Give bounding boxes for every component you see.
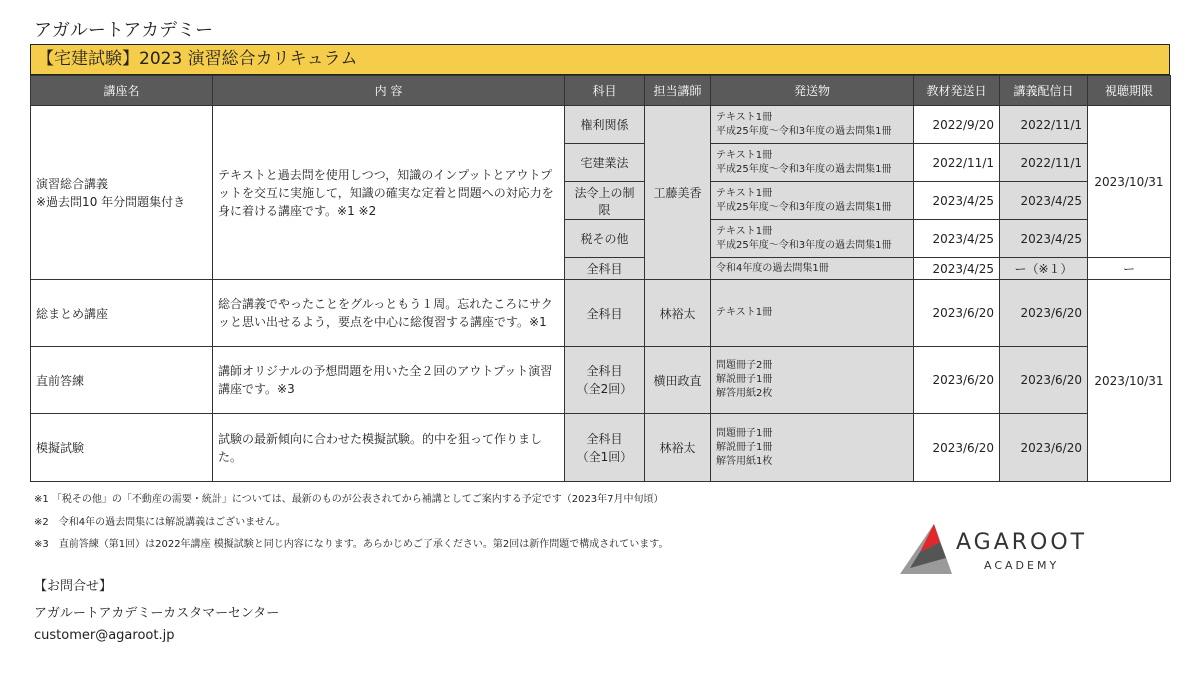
- teacher-cell: 横田政直: [645, 347, 711, 414]
- contact-heading: 【お問合せ】: [34, 579, 113, 594]
- course-content: テキストと過去問を使用しつつ，知識のインプットとアウトプットを交互に実施して，知識の確実な定着と問題への対応力を身に着ける講座です。※1 ※2: [213, 106, 565, 280]
- table-row: [31, 347, 1171, 414]
- subject-cell: 宅建業法: [565, 144, 645, 182]
- lecture-date-cell: 2022/11/1: [1000, 144, 1088, 182]
- header-teacher: 担当講師: [645, 76, 711, 106]
- ship-date-cell: 2023/6/20: [914, 280, 1000, 347]
- lecture-date-cell: 2023/4/25: [1000, 220, 1088, 258]
- footnote-1: ※1 「税その他」の「不動産の需要・統計」については、最新のものが公表されてから補講としてご案内する予定です（2023年7月中旬頃）: [34, 494, 664, 505]
- course-content: 試験の最新傾向に合わせた模擬試験。的中を狙って作りました。: [213, 414, 565, 482]
- course-content: 講師オリジナルの予想問題を用いた全２回のアウトプット演習講座です。※3: [213, 347, 565, 414]
- shipment-cell: 問題冊子2冊 解説冊子1冊 解答用紙2枚: [711, 347, 914, 414]
- course-content: 総合講義でやったことをグルっともう１周。忘れたころにサクッと思い出せるよう，要点を中心に総復習する講座です。※1: [213, 280, 565, 347]
- subject-cell: 全科目 （全1回）: [565, 414, 645, 482]
- header-course: 講座名: [31, 76, 213, 106]
- subject-cell: 権利関係: [565, 106, 645, 144]
- lecture-date-cell: ー（※１）: [1000, 258, 1088, 280]
- course-name: 模擬試験: [31, 414, 213, 482]
- deadline-cell: ー: [1088, 258, 1171, 280]
- header-subject: 科目: [565, 76, 645, 106]
- teacher-cell: 工藤美香: [645, 106, 711, 280]
- shipment-cell: テキスト1冊: [711, 280, 914, 347]
- lecture-date-cell: 2023/6/20: [1000, 414, 1088, 482]
- lecture-date-cell: 2023/6/20: [1000, 347, 1088, 414]
- logo-mark-icon: [898, 522, 954, 578]
- table-row: [31, 106, 1171, 144]
- subject-cell: 税その他: [565, 220, 645, 258]
- teacher-cell: 林裕太: [645, 280, 711, 347]
- footnote-3: ※3 直前答練（第1回）は2022年講座 模擬試験と同じ内容になります。あらかじめご了承ください。第2回は新作問題で構成されています。: [34, 539, 669, 550]
- subject-cell: 全科目: [565, 258, 645, 280]
- ship-date-cell: 2023/4/25: [914, 258, 1000, 280]
- ship-date-cell: 2022/11/1: [914, 144, 1000, 182]
- shipment-cell: 令和4年度の過去問集1冊: [711, 258, 914, 280]
- ship-date-cell: 2022/9/20: [914, 106, 1000, 144]
- subject-cell: 全科目: [565, 280, 645, 347]
- header-ship-date: 教材発送日: [914, 76, 1000, 106]
- subject-cell: 全科目 （全2回）: [565, 347, 645, 414]
- ship-date-cell: 2023/4/25: [914, 182, 1000, 220]
- shipment-cell: テキスト1冊 平成25年度～令和3年度の過去問集1冊: [711, 144, 914, 182]
- agaroot-logo: [898, 522, 1088, 580]
- ship-date-cell: 2023/4/25: [914, 220, 1000, 258]
- contact-email[interactable]: customer@agaroot.jp: [34, 628, 175, 643]
- contact-name: アガルートアカデミーカスタマーセンター: [34, 606, 280, 621]
- ship-date-cell: 2023/6/20: [914, 414, 1000, 482]
- lecture-date-cell: 2023/6/20: [1000, 280, 1088, 347]
- logo-subtitle: ACADEMY: [984, 559, 1060, 572]
- curriculum-banner: 【宅建試験】2023 演習総合カリキュラム: [30, 44, 1170, 75]
- ship-date-cell: 2023/6/20: [914, 347, 1000, 414]
- teacher-cell: 林裕太: [645, 414, 711, 482]
- course-name: 総まとめ講座: [31, 280, 213, 347]
- shipment-cell: テキスト1冊 平成25年度～令和3年度の過去問集1冊: [711, 182, 914, 220]
- curriculum-table: [30, 75, 1171, 482]
- logo-wordmark: AGAROOT: [956, 530, 1088, 555]
- table-row: [31, 280, 1171, 347]
- header-shipment: 発送物: [711, 76, 914, 106]
- header-row: [31, 76, 1171, 106]
- header-content: 内 容: [213, 76, 565, 106]
- course-name: 直前答練: [31, 347, 213, 414]
- deadline-cell: 2023/10/31: [1088, 280, 1171, 482]
- brand-title: アガルートアカデミー: [34, 20, 214, 41]
- header-lecture-date: 講義配信日: [1000, 76, 1088, 106]
- course-name: 演習総合講義 ※過去問10 年分問題集付き: [31, 106, 213, 280]
- table-row: [31, 414, 1171, 482]
- subject-cell: 法令上の制限: [565, 182, 645, 220]
- shipment-cell: 問題冊子1冊 解説冊子1冊 解答用紙1枚: [711, 414, 914, 482]
- lecture-date-cell: 2023/4/25: [1000, 182, 1088, 220]
- lecture-date-cell: 2022/11/1: [1000, 106, 1088, 144]
- shipment-cell: テキスト1冊 平成25年度～令和3年度の過去問集1冊: [711, 220, 914, 258]
- footnote-2: ※2 令和4年の過去問集には解説講義はございません。: [34, 517, 286, 528]
- header-deadline: 視聴期限: [1088, 76, 1171, 106]
- shipment-cell: テキスト1冊 平成25年度～令和3年度の過去問集1冊: [711, 106, 914, 144]
- deadline-cell: 2023/10/31: [1088, 106, 1171, 258]
